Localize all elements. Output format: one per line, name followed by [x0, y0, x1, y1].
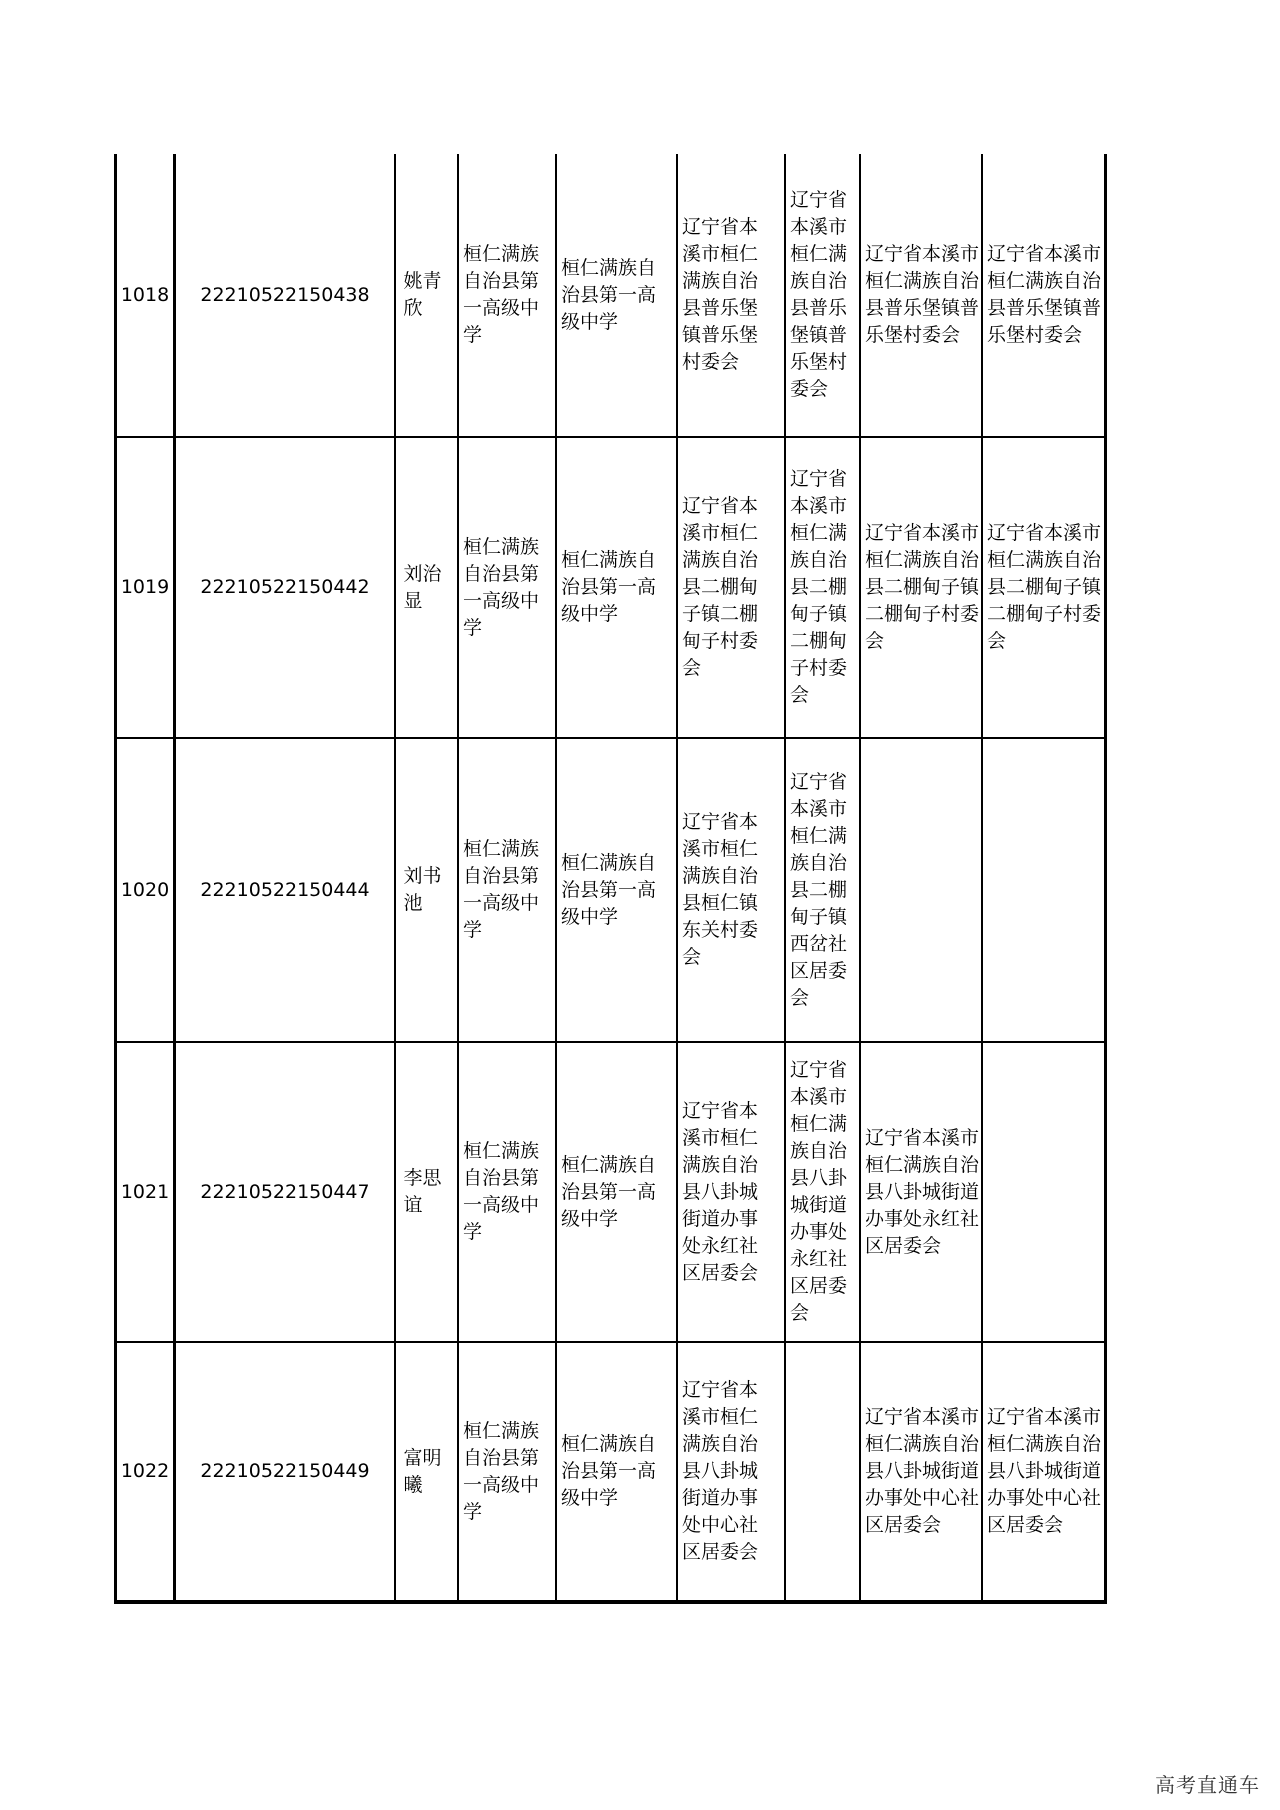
- table-row-1020-seq: 1020: [120, 878, 170, 901]
- table-row-1022-school: 桓仁满族自治县第一高级中学: [463, 1419, 540, 1523]
- table-row-1018-address-1: 辽宁省本溪市桓仁满族自治县普乐堡镇普乐堡村委会: [682, 216, 759, 373]
- table-row-1019-address-4: 辽宁省本溪市桓仁满族自治县二棚甸子镇二棚甸子村委会: [987, 522, 1102, 652]
- table-row-1018-school-short: 桓仁满族自治县第一高级中学: [561, 256, 657, 333]
- table-row-1020-school: 桓仁满族自治县第一高级中学: [463, 838, 540, 941]
- table-row-1019-address-3: 辽宁省本溪市桓仁满族自治县二棚甸子镇二棚甸子村委会: [865, 522, 980, 652]
- table-right-border: [1104, 154, 1107, 1604]
- table-row-1019-address-1: 辽宁省本溪市桓仁满族自治县二棚甸子镇二棚甸子村委会: [682, 495, 759, 679]
- table-row-1019-name: 刘治显: [403, 562, 442, 612]
- table-row-1021-address-2: 辽宁省本溪市桓仁满族自治县八卦城街道办事处永红社区居委会: [790, 1059, 848, 1324]
- table-row-1020-school-short: 桓仁满族自治县第一高级中学: [561, 851, 657, 928]
- table-row-1019-school: 桓仁满族自治县第一高级中学: [463, 535, 540, 639]
- table-row-1020-address-4: [983, 739, 1104, 1041]
- table-row-1019-exam-id: 22210522150442: [200, 576, 370, 598]
- table-row-1021-school-short: 桓仁满族自治县第一高级中学: [561, 1153, 657, 1230]
- table-row-1020-exam-id: 22210522150444: [200, 878, 370, 901]
- table-row-1018-seq: 1018: [120, 283, 170, 306]
- table-row-1018-name: 姚青欣: [403, 270, 442, 319]
- table-row-1022-school-short: 桓仁满族自治县第一高级中学: [561, 1433, 657, 1509]
- table-row-1021-exam-id: 22210522150447: [200, 1180, 370, 1203]
- table-row-1020-address-1: 辽宁省本溪市桓仁满族自治县桓仁镇东关村委会: [682, 811, 759, 968]
- table-row-1018-address-4: 辽宁省本溪市桓仁满族自治县普乐堡镇普乐堡村委会: [987, 243, 1102, 346]
- table-row-1020-address-3: [861, 739, 981, 1041]
- table-row-1021-address-1: 辽宁省本溪市桓仁满族自治县八卦城街道办事处永红社区居委会: [682, 1099, 759, 1284]
- watermark-text: 高考直通车: [1155, 1773, 1260, 1797]
- data-table: [114, 154, 1108, 1604]
- table-row-1021-seq: 1021: [120, 1180, 170, 1203]
- table-row-1022-address-2: [786, 1343, 859, 1600]
- table-row-1021-name: 李思谊: [403, 1167, 442, 1216]
- table-row-1022-seq: 1022: [120, 1460, 170, 1482]
- table-row-1021-address-4: [983, 1043, 1104, 1341]
- table-row-1022-address-1: 辽宁省本溪市桓仁满族自治县八卦城街道办事处中心社区居委会: [682, 1379, 759, 1563]
- table-bottom-border: [114, 1600, 1107, 1604]
- table-row-1019-address-2: 辽宁省本溪市桓仁满族自治县二棚甸子镇二棚甸子村委会: [790, 468, 848, 706]
- table-row-1021-address-3: 辽宁省本溪市桓仁满族自治县八卦城街道办事处永红社区居委会: [865, 1126, 980, 1257]
- table-row-1018-address-3: 辽宁省本溪市桓仁满族自治县普乐堡镇普乐堡村委会: [865, 243, 980, 346]
- table-row-1018-school: 桓仁满族自治县第一高级中学: [463, 243, 540, 346]
- table-row-1021-school: 桓仁满族自治县第一高级中学: [463, 1140, 540, 1243]
- table-row-1019-seq: 1019: [120, 576, 170, 598]
- table-row-1022-address-3: 辽宁省本溪市桓仁满族自治县八卦城街道办事处中心社区居委会: [865, 1406, 980, 1536]
- table-row-1018-exam-id: 22210522150438: [200, 283, 370, 306]
- table-row-1019-school-short: 桓仁满族自治县第一高级中学: [561, 549, 657, 625]
- table-row-1022-address-4: 辽宁省本溪市桓仁满族自治县八卦城街道办事处中心社区居委会: [987, 1406, 1102, 1536]
- table-row-1020-address-2: 辽宁省本溪市桓仁满族自治县二棚甸子镇西岔社区居委会: [790, 770, 848, 1009]
- table-row-1020-name: 刘书池: [403, 865, 442, 914]
- table-row-1018-address-2: 辽宁省本溪市桓仁满族自治县普乐堡镇普乐堡村委会: [790, 189, 848, 400]
- table-row-1022-exam-id: 22210522150449: [200, 1460, 370, 1482]
- table-row-1022-name: 富明曦: [403, 1446, 442, 1496]
